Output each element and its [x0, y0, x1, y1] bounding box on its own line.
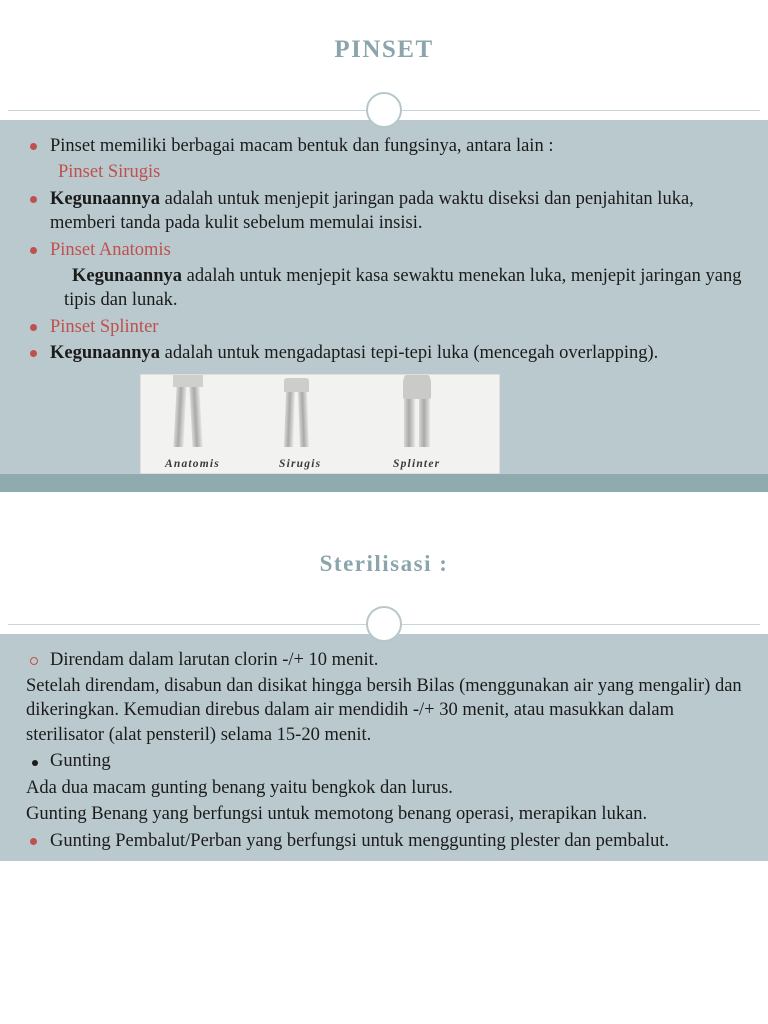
definition-text: adalah untuk mengadaptasi tepi-tepi luka (mencegah overlapping). — [160, 343, 659, 364]
slide-header — [0, 514, 768, 614]
list-item — [14, 776, 754, 800]
paragraph-perendaman: Setelah direndam, disabun dan disikat hingga bersih Bilas (menggunakan air yang mengalir) dan dikeringkan. Kemudian direbus dalam air mendidih -/+ 30 menit, atau masukkan dalam sterilisator (alat pensteril) selama 15-20 menit. — [26, 676, 742, 745]
page-title: PINSET — [334, 36, 434, 63]
divider-circle-icon — [366, 92, 402, 128]
slide-sterilisasi — [0, 514, 768, 861]
list-item — [14, 187, 754, 236]
subheading-pinset-anatomis: Pinset Anatomis — [50, 239, 171, 260]
definition-text-tail: tipis dan lunak. — [64, 290, 178, 311]
list-item — [14, 829, 754, 853]
term-kegunaannya: Kegunaannya — [50, 188, 161, 209]
list-item — [14, 264, 754, 313]
list-item — [14, 674, 754, 747]
list-item — [14, 134, 754, 158]
slide-body — [0, 634, 768, 861]
slide-body — [0, 120, 768, 474]
slide-header — [0, 0, 768, 100]
list-item — [14, 749, 754, 773]
list-item — [14, 238, 754, 262]
header-divider — [0, 614, 768, 634]
header-divider — [0, 100, 768, 120]
bullet-text: Direndam dalam larutan clorin -/+ 10 menit. — [50, 649, 379, 670]
figure-caption-splinter: Splinter — [393, 457, 441, 470]
slide-pinset — [0, 0, 768, 492]
paragraph-macam-gunting: Ada dua macam gunting benang yaitu bengkok dan lurus. — [26, 777, 453, 798]
definition-text: adalah untuk menjepit jaringan pada waktu diseksi dan penjahitan luka, memberi tanda pada kulit sebelum memulai insisi. — [50, 188, 694, 234]
slide-footer-bar — [0, 474, 768, 492]
subheading-pinset-splinter: Pinset Splinter — [50, 316, 159, 337]
content-list — [14, 134, 754, 366]
figure-caption-sirugis: Sirugis — [279, 457, 322, 470]
definition-text: adalah untuk menjepit kasa sewaktu menekan luka, menjepit jaringan yang — [182, 266, 742, 287]
bullet-text-gunting: Gunting — [50, 751, 111, 772]
paragraph-gunting-benang: Gunting Benang yang berfungsi untuk memotong benang operasi, merapikan lukan. — [26, 804, 648, 825]
list-item — [14, 160, 754, 184]
figure-caption-anatomis: Anatomis — [165, 457, 220, 470]
list-item — [14, 315, 754, 339]
content-list — [14, 648, 754, 853]
pinset-types-illustration — [140, 374, 500, 474]
divider-circle-icon — [366, 606, 402, 642]
bullet-text: Pinset memiliki berbagai macam bentuk dan fungsinya, antara lain : — [50, 136, 554, 156]
subheading-pinset-sirugis: Pinset Sirugis — [58, 162, 161, 183]
term-kegunaannya: Kegunaannya — [72, 266, 183, 287]
list-item — [14, 648, 754, 672]
list-item — [14, 341, 754, 365]
term-kegunaannya: Kegunaannya — [50, 343, 161, 364]
bullet-text-gunting-pembalut: Gunting Pembalut/Perban yang berfungsi untuk menggunting plester dan pembalut. — [50, 830, 670, 851]
page-title: Sterilisasi : — [319, 550, 449, 576]
list-item — [14, 802, 754, 826]
